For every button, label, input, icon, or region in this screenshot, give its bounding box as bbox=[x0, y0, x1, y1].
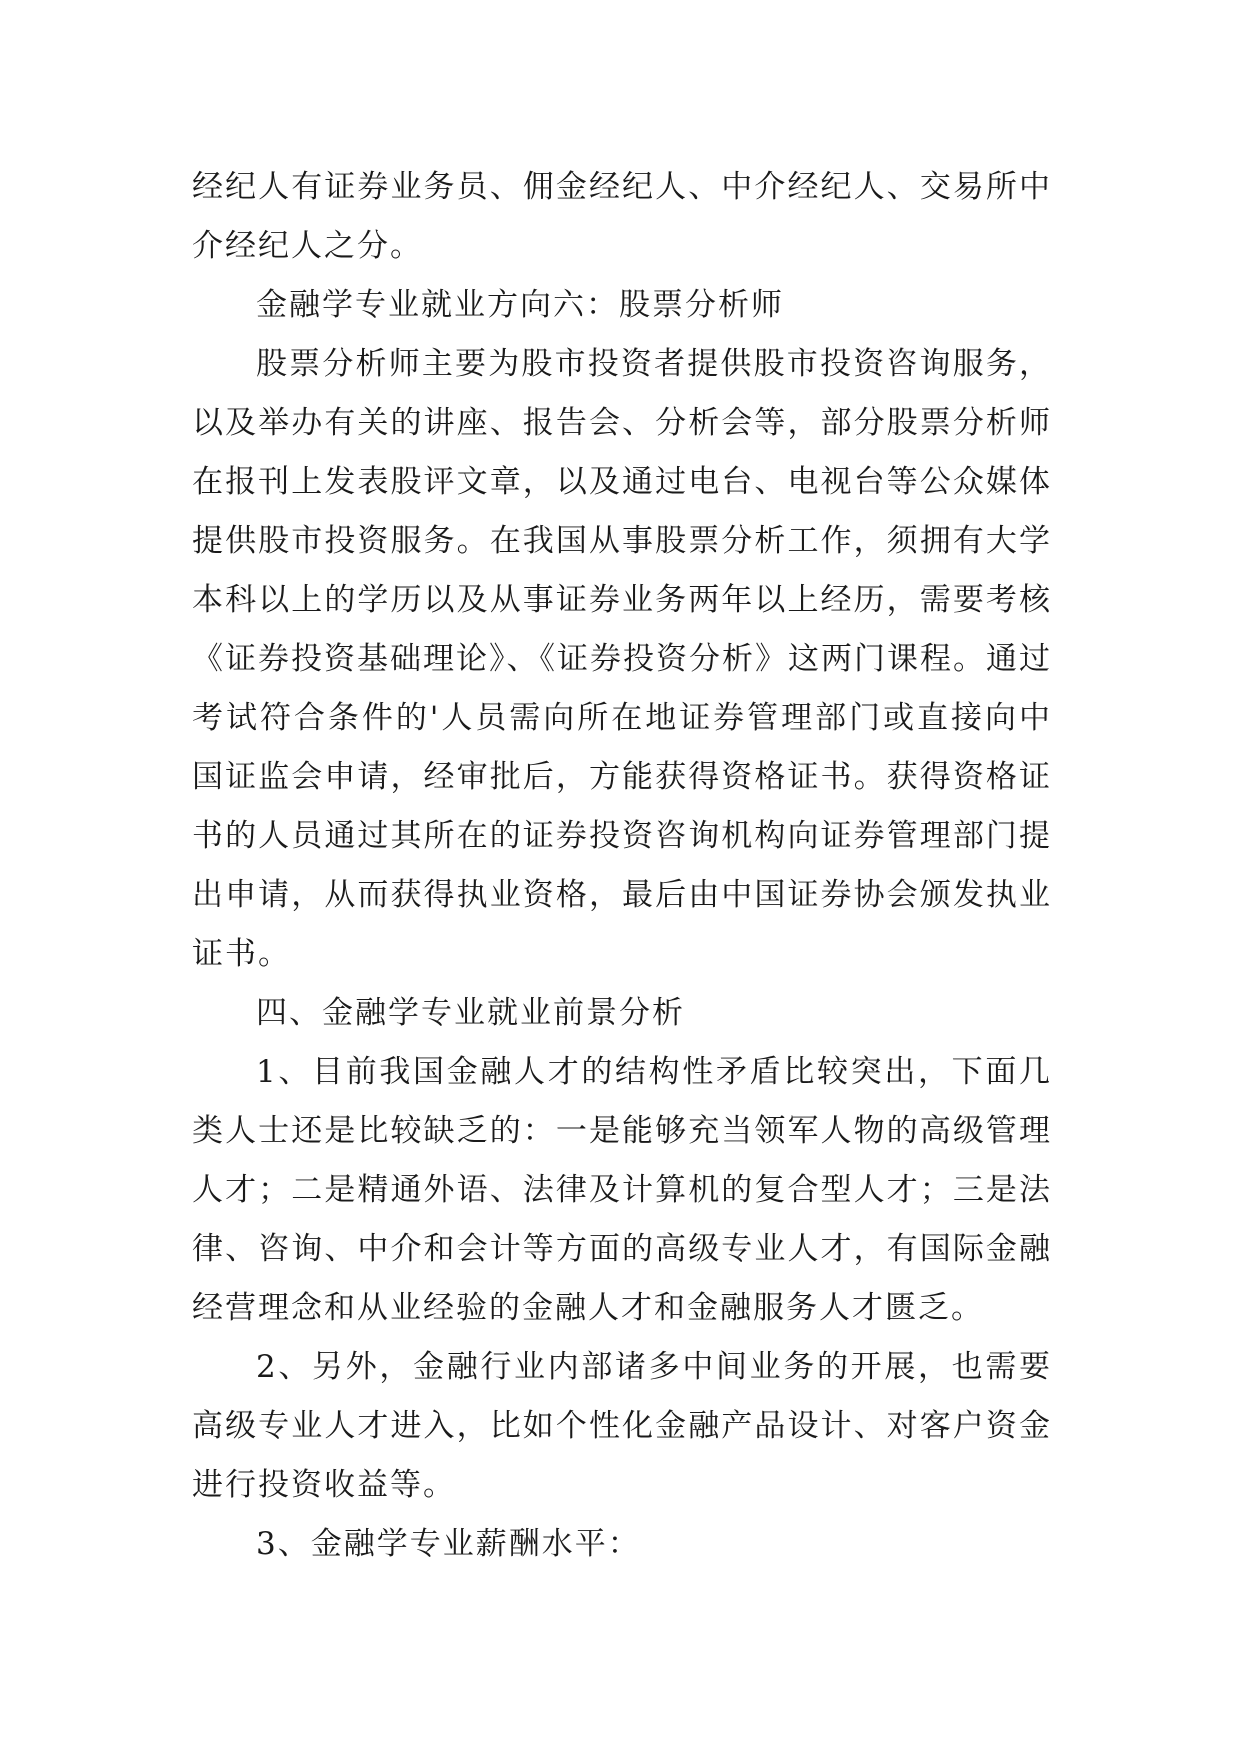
paragraph-stock-analyst: 股票分析师主要为股市投资者提供股市投资咨询服务，以及举办有关的讲座、报告会、分析会等，部分股票分析师在报刊上发表股评文章，以及通过电台、电视台等公众媒体提供股市投资服务。在我国从事股票分析工作，须拥有大学本科以上的学历以及从事证券业务两年以上经历，需要考核《证券投资基础理论》、《证券投资分析》这两门课程。通过考试符合条件的'人员需向所在地证券管理部门或直接向中国证监会申请，经审批后，方能获得资格证书。获得资格证书的人员通过其所在的证券投资咨询机构向证券管理部门提出申请，从而获得执业资格，最后由中国证券协会颁发执业证书。 bbox=[192, 346, 1052, 972]
paragraph-outlook-point-3: 3、金融学专业薪酬水平： bbox=[256, 1526, 641, 1562]
paragraph-outlook-point-1: 1、目前我国金融人才的结构性矛盾比较突出，下面几类人士还是比较缺乏的：一是能够充当领军人物的高级管理人才；二是精通外语、法律及计算机的复合型人才；三是法律、咨询、中介和会计等方面的高级专业人才，有国际金融经营理念和从业经验的金融人才和金融服务人才匮乏。 bbox=[192, 1054, 1052, 1326]
paragraph-broker-types: 经纪人有证券业务员、佣金经纪人、中介经纪人、交易所中介经纪人之分。 bbox=[192, 169, 1052, 264]
heading-career-direction-six: 金融学专业就业方向六：股票分析师 bbox=[256, 287, 784, 323]
document-body bbox=[192, 158, 1052, 1574]
heading-employment-outlook: 四、金融学专业就业前景分析 bbox=[256, 995, 685, 1031]
paragraph-outlook-point-2: 2、另外，金融行业内部诸多中间业务的开展，也需要高级专业人才进入，比如个性化金融产品设计、对客户资金进行投资收益等。 bbox=[192, 1349, 1052, 1503]
